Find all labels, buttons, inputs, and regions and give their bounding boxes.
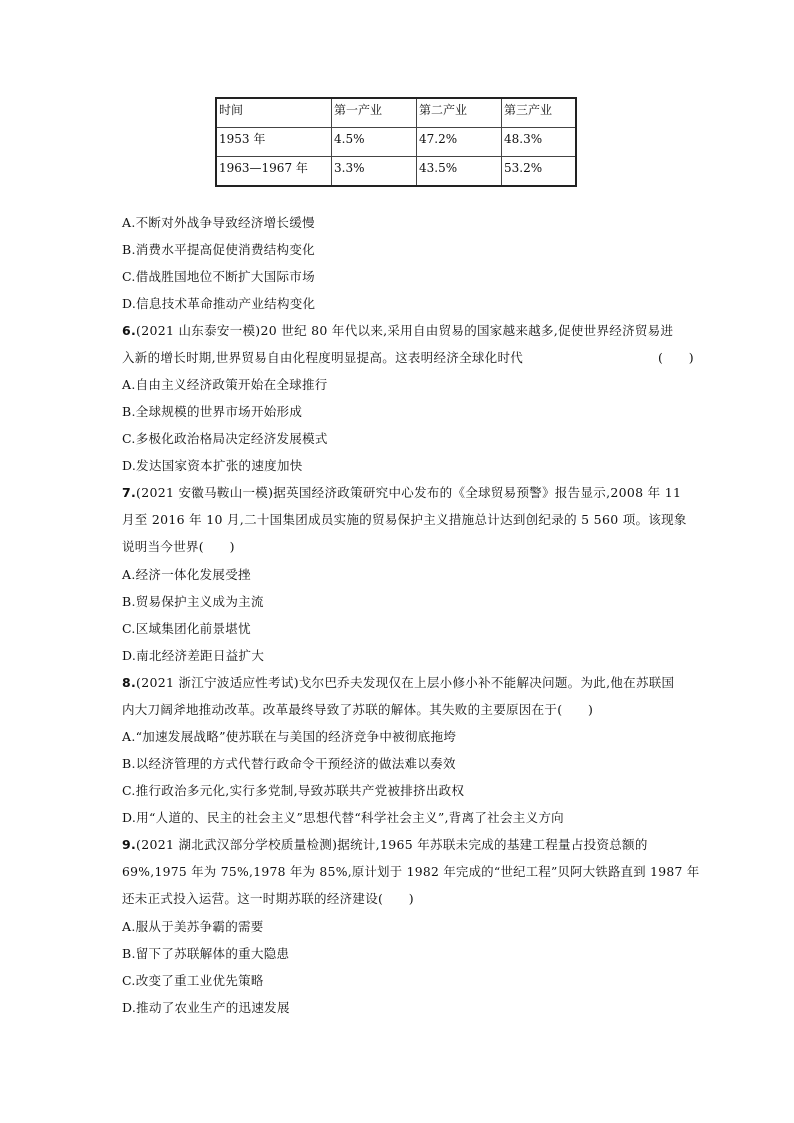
- table-row: [216, 157, 576, 187]
- q8-option-a: A.“加速发展战略”使苏联在与美国的经济竞争中被彻底拖垮: [122, 729, 457, 744]
- q6-number: 6.: [122, 323, 137, 338]
- table-cell: 1953 年: [216, 128, 332, 157]
- q5-option-c: C.借战胜国地位不断扩大国际市场: [122, 269, 315, 284]
- table-cell: 4.5%: [332, 128, 417, 157]
- q6-option-d: D.发达国家资本扩张的速度加快: [122, 458, 303, 473]
- q9-stem-line2: 69%,1975 年为 75%,1978 年为 85%,原计划于 1982 年完成的“世纪工程”贝阿大铁路直到 1987 年: [122, 864, 700, 879]
- q9-option-a: A.服从于美苏争霸的需要: [122, 919, 264, 934]
- q7-stem-line2: 月至 2016 年 10 月,二十国集团成员实施的贸易保护主义措施总计达到创纪录的 5 560 项。该现象: [122, 512, 687, 527]
- table-header-cell: 第二产业: [417, 98, 502, 128]
- q5-option-b: B.消费水平提高促使消费结构变化: [122, 242, 315, 257]
- table-cell: 47.2%: [417, 128, 502, 157]
- q9-option-c: C.改变了重工业优先策略: [122, 973, 264, 988]
- q8-number: 8.: [122, 675, 137, 690]
- q9-stem-line3: 还未正式投入运营。这一时期苏联的经济建设( ): [122, 891, 414, 906]
- q7-option-c: C.区域集团化前景堪忧: [122, 621, 251, 636]
- q6-option-c: C.多极化政治格局决定经济发展模式: [122, 431, 328, 446]
- q9-option-d: D.推动了农业生产的迅速发展: [122, 1000, 290, 1015]
- q9-option-b: B.留下了苏联解体的重大隐患: [122, 946, 290, 961]
- q8-stem-line2: 内大刀阔斧地推动改革。改革最终导致了苏联的解体。其失败的主要原因在于( ): [122, 702, 594, 717]
- industry-structure-table: [215, 97, 577, 187]
- q9-number: 9.: [122, 837, 137, 852]
- table-header-cell: 时间: [216, 98, 332, 128]
- q6-stem-line1: [122, 322, 673, 340]
- table-header-row: [216, 98, 576, 128]
- q9-text: (2021 湖北武汉部分学校质量检测)据统计,1965 年苏联未完成的基建工程量占投资总额的: [136, 837, 648, 852]
- q8-text: (2021 浙江宁波适应性考试)戈尔巴乔夫发现仅在上层小修小补不能解决问题。为此,他在苏联国: [136, 675, 675, 690]
- q8-option-d: D.用“人道的、民主的社会主义”思想代替“科学社会主义”,背离了社会主义方向: [122, 810, 564, 825]
- q6-option-b: B.全球规模的世界市场开始形成: [122, 404, 303, 419]
- q7-number: 7.: [122, 485, 137, 500]
- q5-option-d: D.信息技术革命推动产业结构变化: [122, 296, 316, 311]
- table-cell: 3.3%: [332, 157, 417, 187]
- table-cell: 53.2%: [502, 157, 577, 187]
- q7-option-d: D.南北经济差距日益扩大: [122, 648, 265, 663]
- q7-option-a: A.经济一体化发展受挫: [122, 567, 251, 582]
- q7-stem-line3: 说明当今世界( ): [122, 539, 235, 554]
- table-cell: 1963—1967 年: [216, 157, 332, 187]
- q8-option-c: C.推行政治多元化,实行多党制,导致苏联共产党被排挤出政权: [122, 783, 465, 798]
- q7-text: (2021 安徽马鞍山一模)据英国经济政策研究中心发布的《全球贸易预警》报告显示,2008 年 11: [136, 485, 682, 500]
- q6-text: 入新的增长时期,世界贸易自由化程度明显提高。这表明经济全球化时代: [122, 350, 524, 365]
- q6-answer-paren: ( ): [658, 350, 694, 365]
- q8-option-b: B.以经济管理的方式代替行政命令干预经济的做法难以奏效: [122, 756, 456, 771]
- q6-option-a: A.自由主义经济政策开始在全球推行: [122, 377, 328, 392]
- q6-text: (2021 山东泰安一模)20 世纪 80 年代以来,采用自由贸易的国家越来越多,促使世界经济贸易进: [136, 323, 674, 338]
- table-header-cell: 第一产业: [332, 98, 417, 128]
- q8-stem-line1: [122, 674, 674, 692]
- q7-stem-line1: [122, 484, 681, 502]
- q9-stem-line1: [122, 836, 648, 854]
- table-row: [216, 128, 576, 157]
- table-header-cell: 第三产业: [502, 98, 577, 128]
- table-cell: 43.5%: [417, 157, 502, 187]
- q7-option-b: B.贸易保护主义成为主流: [122, 594, 264, 609]
- table-cell: 48.3%: [502, 128, 577, 157]
- q5-option-a: A.不断对外战争导致经济增长缓慢: [122, 215, 315, 230]
- q6-stem-line2: [122, 349, 682, 367]
